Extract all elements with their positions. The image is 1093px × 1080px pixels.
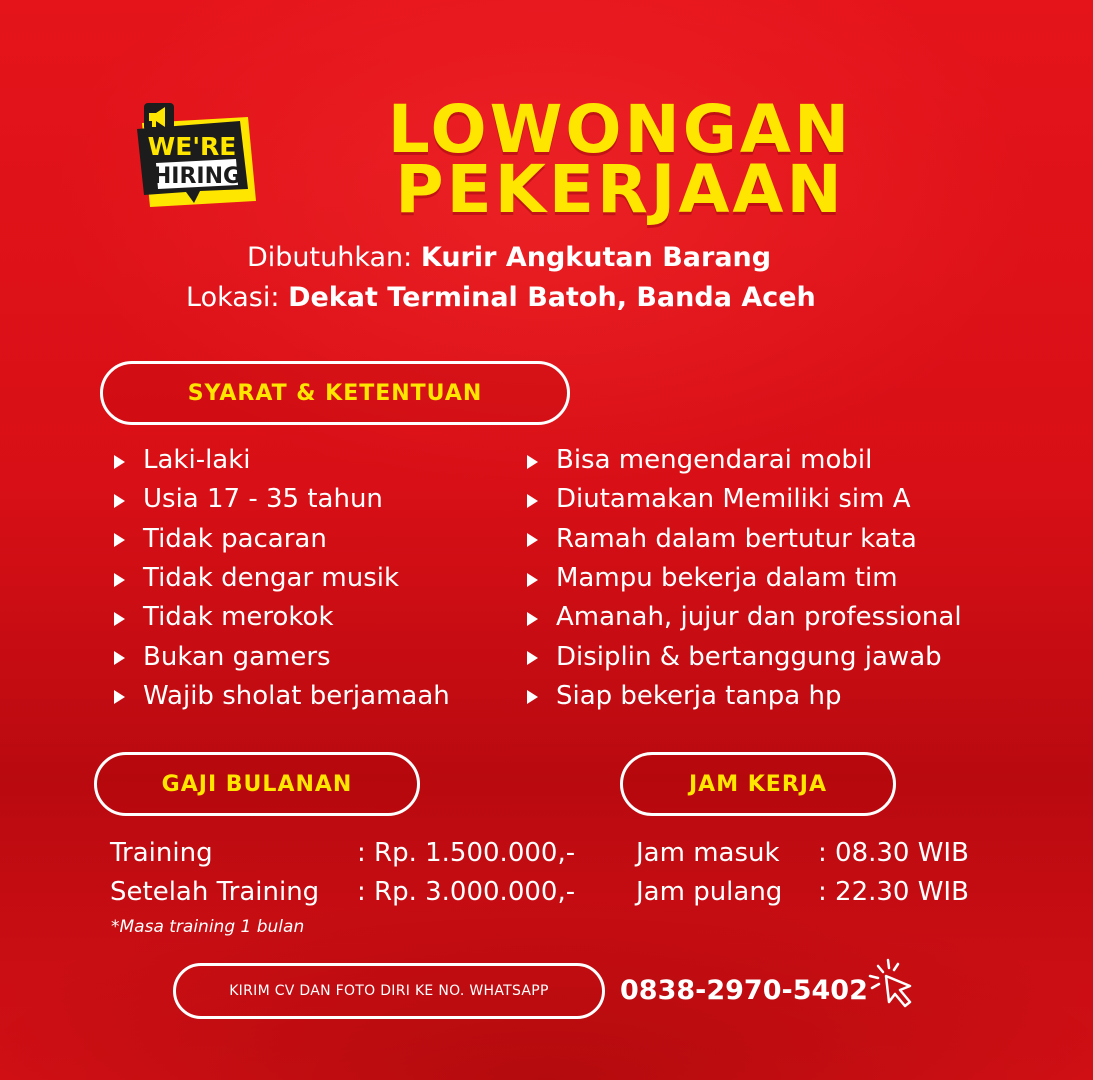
- salary-label-training: Training: [110, 838, 213, 868]
- list-item: [527, 598, 962, 637]
- badge-line2: HIRING: [152, 164, 242, 189]
- arrow-icon: [527, 533, 538, 547]
- list-item-text: Laki-laki: [143, 445, 251, 476]
- requirements-right-list: [527, 441, 962, 716]
- megaphone-icon: [144, 103, 174, 131]
- phone-number[interactable]: 0838-2970-5402: [620, 975, 868, 1006]
- location-line: [186, 278, 816, 318]
- list-item: [114, 559, 450, 598]
- salary-label-after-training: Setelah Training: [110, 877, 320, 907]
- list-item: [527, 441, 962, 480]
- salary-value-training: : Rp. 1.500.000,-: [357, 838, 576, 868]
- headline: [290, 91, 950, 228]
- arrow-icon: [114, 573, 125, 587]
- list-item-text: Ramah dalam bertutur kata: [556, 523, 917, 554]
- list-item-text: Disiplin & bertanggung jawab: [556, 641, 942, 672]
- arrow-icon: [114, 455, 125, 469]
- hours-label-out: Jam pulang: [636, 877, 783, 907]
- arrow-icon: [114, 533, 125, 547]
- list-item-text: Tidak dengar musik: [143, 563, 400, 594]
- requirements-left-list: [114, 441, 450, 716]
- location-value: Dekat Terminal Batoh, Banda Aceh: [288, 282, 816, 313]
- arrow-icon: [527, 612, 538, 626]
- list-item: [527, 677, 962, 716]
- whatsapp-cta: KIRIM CV DAN FOTO DIRI KE NO. WHATSAPP: [173, 963, 605, 1019]
- list-item: [114, 637, 450, 676]
- needed-line: [247, 238, 771, 278]
- list-item: [527, 480, 962, 519]
- list-item-text: Siap bekerja tanpa hp: [556, 680, 842, 711]
- headline-line1: LOWONGAN: [387, 91, 853, 168]
- list-item-text: Tidak pacaran: [143, 523, 327, 554]
- needed-value: Kurir Angkutan Barang: [420, 242, 772, 273]
- hours-value-in: : 08.30 WIB: [818, 838, 969, 868]
- badge-line1: WE'RE: [147, 132, 237, 161]
- arrow-icon: [527, 573, 538, 587]
- list-item-text: Tidak merokok: [143, 602, 334, 633]
- headline-line2: PEKERJAAN: [395, 151, 845, 228]
- requirements-title: SYARAT & KETENTUAN: [100, 361, 570, 425]
- arrow-icon: [527, 651, 538, 665]
- arrow-icon: [527, 690, 538, 704]
- list-item-text: Wajib sholat berjamaah: [143, 680, 450, 711]
- arrow-icon: [114, 651, 125, 665]
- list-item: [114, 598, 450, 637]
- list-item: [527, 520, 962, 559]
- list-item: [527, 637, 962, 676]
- list-item: [114, 480, 450, 519]
- list-item-text: Bukan gamers: [143, 641, 331, 672]
- list-item: [114, 677, 450, 716]
- arrow-icon: [114, 612, 125, 626]
- training-note: *Masa training 1 bulan: [111, 917, 305, 937]
- hiring-badge: [136, 103, 260, 211]
- arrow-icon: [114, 494, 125, 508]
- hours-value-out: : 22.30 WIB: [818, 877, 969, 907]
- hours-title: JAM KERJA: [620, 752, 896, 816]
- cursor-click-icon: [864, 956, 924, 1012]
- arrow-icon: [527, 494, 538, 508]
- arrow-icon: [114, 690, 125, 704]
- needed-label: Dibutuhkan:: [247, 242, 413, 273]
- arrow-icon: [527, 455, 538, 469]
- salary-title: GAJI BULANAN: [94, 752, 420, 816]
- list-item: [114, 520, 450, 559]
- list-item-text: Usia 17 - 35 tahun: [143, 484, 383, 515]
- list-item: [527, 559, 962, 598]
- list-item-text: Diutamakan Memiliki sim A: [556, 484, 911, 515]
- hours-label-in: Jam masuk: [636, 838, 780, 868]
- list-item: [114, 441, 450, 480]
- list-item-text: Bisa mengendarai mobil: [556, 445, 873, 476]
- list-item-text: Amanah, jujur dan professional: [556, 602, 962, 633]
- salary-value-after-training: : Rp. 3.000.000,-: [357, 877, 576, 907]
- location-label: Lokasi:: [186, 282, 280, 313]
- list-item-text: Mampu bekerja dalam tim: [556, 563, 898, 594]
